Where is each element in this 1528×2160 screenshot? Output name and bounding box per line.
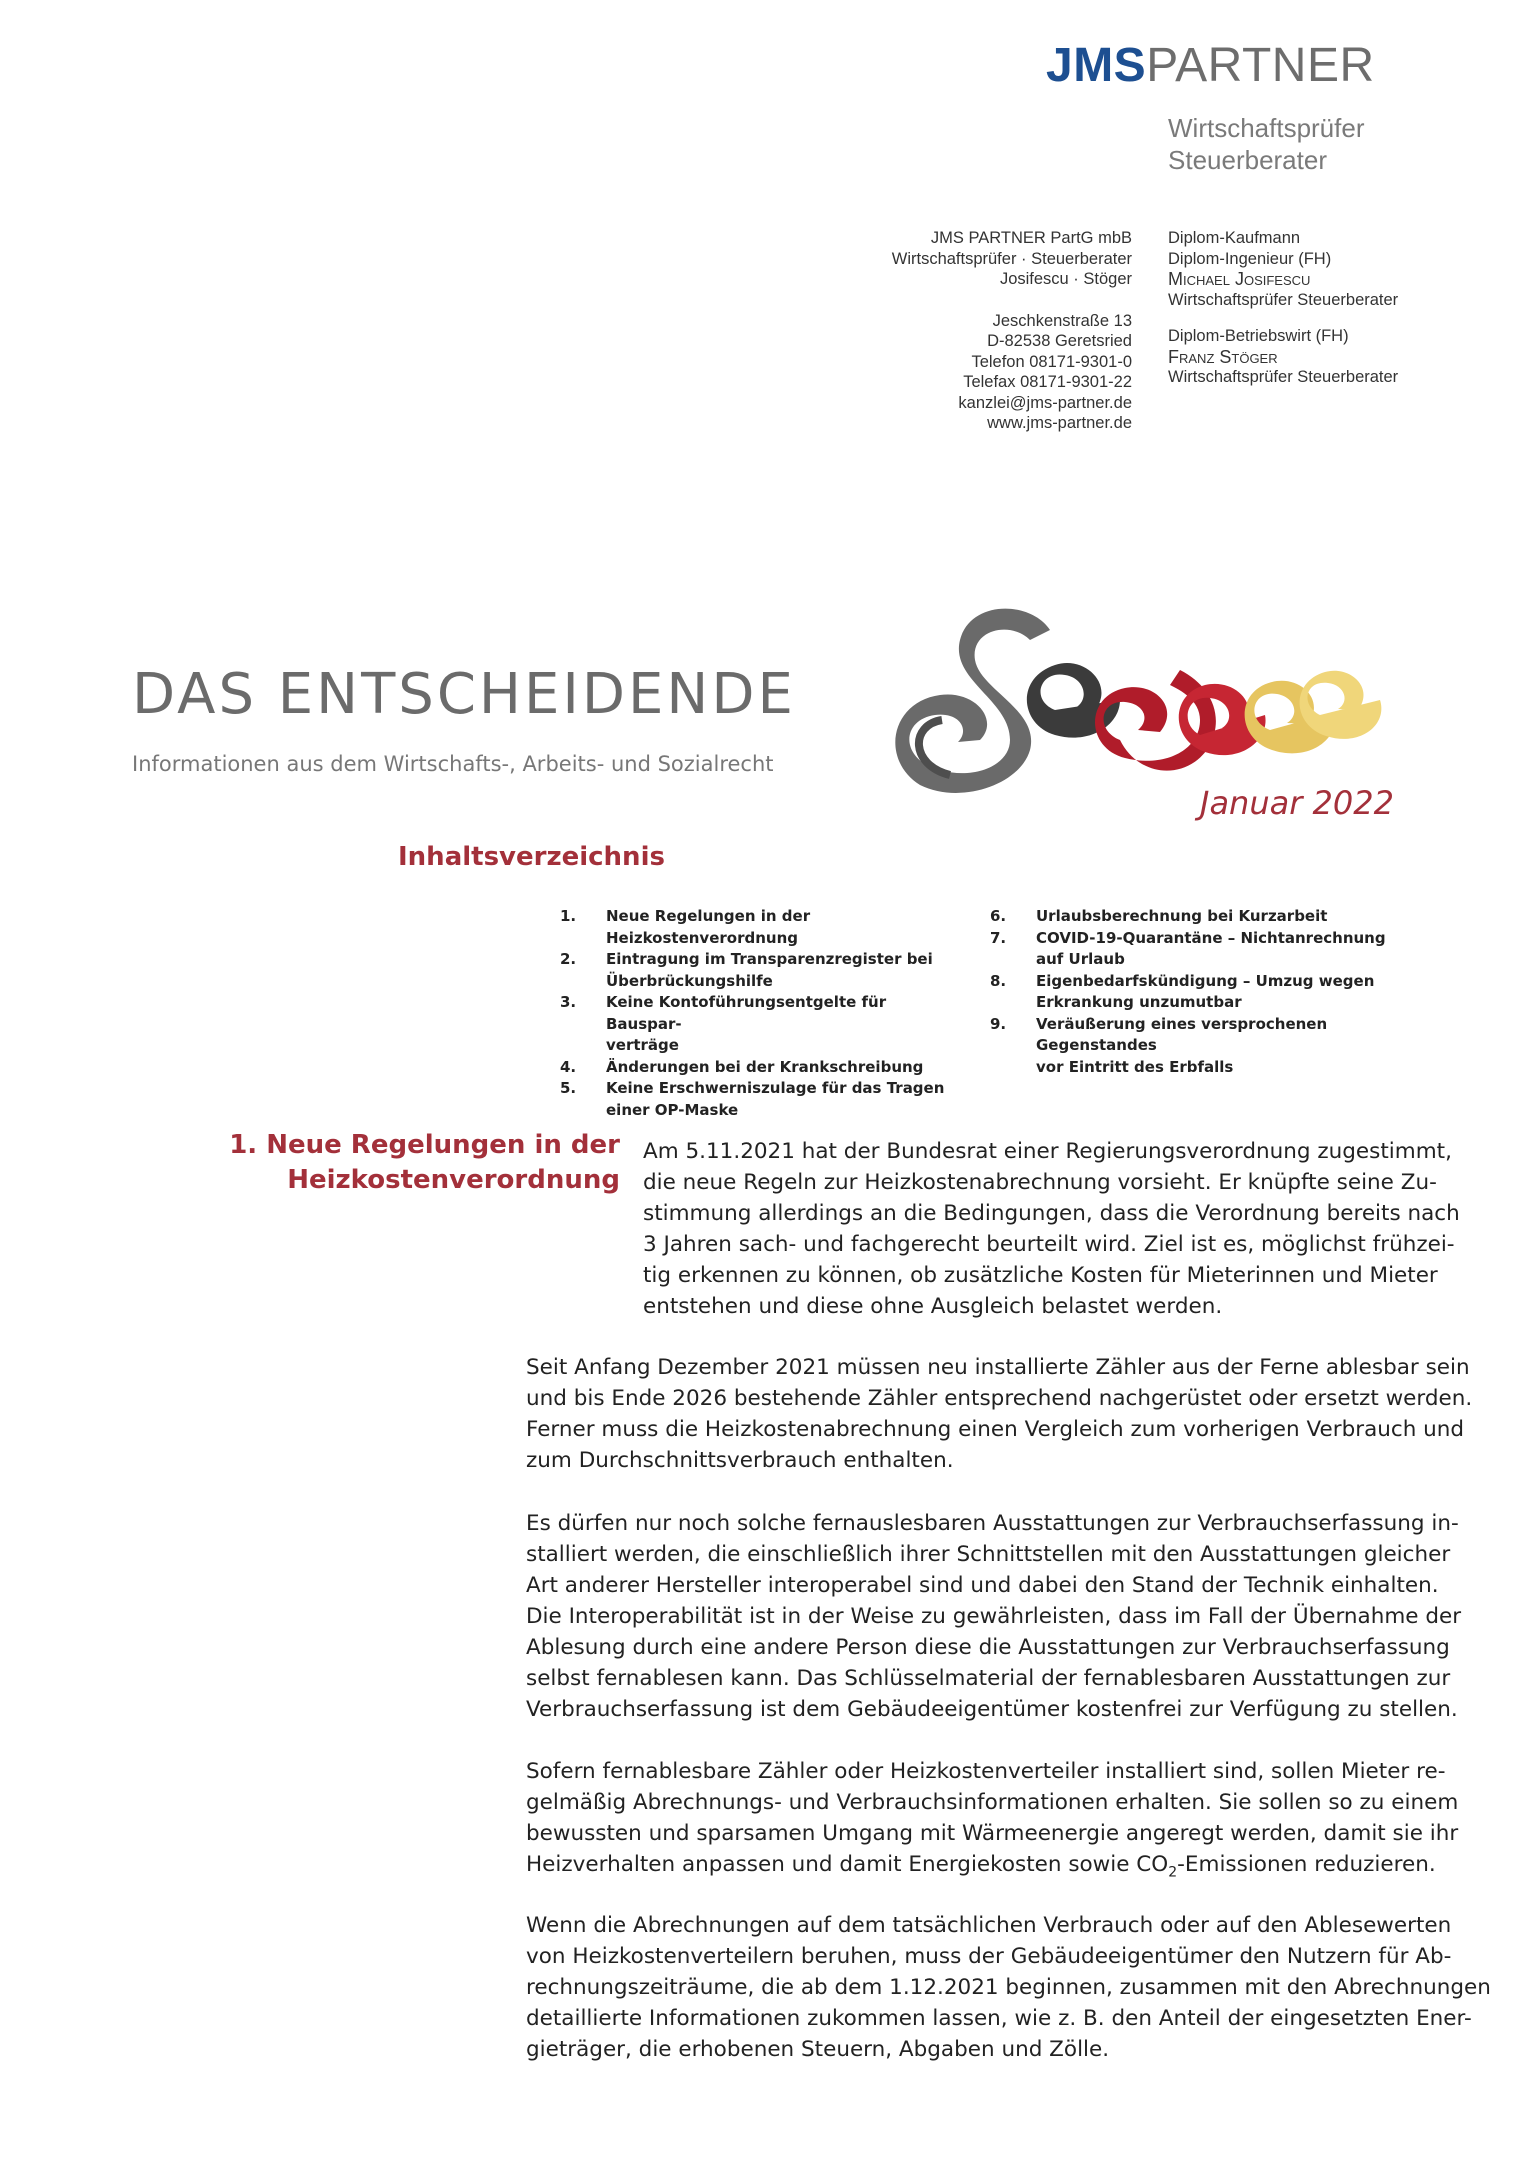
partner1-title: Wirtschaftsprüfer Steuerberater: [1168, 290, 1399, 309]
paragraph-3: Es dürfen nur noch solche fernauslesbaren Ausstattungen zur Verbrauchserfassung in- stalliert werden, die einschließlich ihrer Schnittstellen mit den Ausstattungen gleicher Art anderer Hersteller interoperabel sind und dabei den Stand der Technik einhalten. Die Interoperabilität ist in der Weise zu gewährleisten, dass im Fall der Übernahme der Ablesung durch eine andere Person diese die Ausstattungen zur Verbrauchserfassung selbst fernablesen kann. Das Schlüsselmaterial der fernablesbaren Ausstattungen zur Verbrauchserfassung ist dem Gebäudeeigentümer kostenfrei zur Verfügung zu stellen.: [526, 1511, 1462, 1722]
toc-item[interactable]: 1. Neue Regelungen in der Heizkostenverordnung: [560, 907, 811, 947]
email-link[interactable]: kanzlei@jms-partner.de: [958, 393, 1132, 412]
toc-item[interactable]: 3. Keine Kontoführungsentgelte für Bauspar- verträge: [560, 993, 887, 1054]
paragraph-symbols-illustration: [880, 590, 1390, 800]
paragraph-5: Wenn die Abrechnungen auf dem tatsächlichen Verbrauch oder auf den Ablesewerten von Heizkostenverteilern beruhen, muss der Gebäudeeigentümer den Nutzern für Ab- rechnungszeiträume, die ab dem 1.12.2021 beginnen, zusammen mit den Abrechnungen detaillierte Informationen zukommen lassen, wie z. B. den Anteil der eingesetzten Ener- gieträger, die erhobenen Steuern, Abgaben und Zölle.: [526, 1913, 1491, 2062]
issue-date: Januar 2022: [1200, 784, 1394, 822]
paragraph-4: Sofern fernablesbare Zähler oder Heizkostenverteiler installiert sind, sollen Mieter re- gelmäßig Abrechnungs- und Verbrauchsinformationen erhalten. Sie sollen so zu einem bewussten und sparsamen Umgang mit Wärmeenergie angeregt werden, damit sie ihr Heizverhalten anpassen und damit Energiekosten sowie $CO_2$-Emissionen reduzieren.: [526, 1759, 1459, 1881]
toc-item[interactable]: 5. Keine Erschwerniszulage für das Tragen einer OP-Maske: [560, 1079, 945, 1119]
toc-heading: Inhaltsverzeichnis: [398, 842, 665, 872]
address-block: [820, 228, 1132, 434]
paragraph-2: Seit Anfang Dezember 2021 müssen neu installierte Zähler aus der Ferne ablesbar sein und bis Ende 2026 bestehende Zähler entsprechend nachgerüstet oder ersetzt werden. Ferner muss die Heizkostenabrechnung einen Vergleich zum vorherigen Verbrauch und zum Durchschnittsverbrauch enthalten.: [526, 1355, 1473, 1473]
partner2-name: Franz Stöger: [1168, 346, 1278, 367]
section-heading: 1. Neue Regelungen in der Heizkostenverordnung: [229, 1130, 620, 1195]
partner1-degree1: Diplom-Kaufmann: [1168, 229, 1301, 247]
paragraph-symbol-red: [1095, 670, 1266, 771]
partner2-degree: Diplom-Betriebswirt (FH): [1168, 327, 1349, 345]
toc-item[interactable]: 6. Urlaubsberechnung bei Kurzarbeit: [990, 907, 1328, 925]
logo-jms: JMS: [1046, 39, 1147, 92]
partner1-degree2: Diplom-Ingenieur (FH): [1168, 249, 1332, 268]
partner1-name: Michael Josifescu: [1168, 269, 1311, 289]
firm-name: JMS PARTNER PartG mbB: [930, 229, 1132, 247]
toc-column-2: [990, 906, 1410, 1078]
toc-item[interactable]: 7. COVID-19-Quarantäne – Nichtanrechnung auf Urlaub: [990, 928, 1386, 968]
partners-block: [1168, 228, 1508, 388]
firm-description: Wirtschaftsprüfer · Steuerberater: [891, 249, 1132, 268]
website-link[interactable]: www.jms-partner.de: [987, 414, 1132, 432]
fax: Telefax 08171-9301-22: [963, 373, 1132, 391]
partner2-title: Wirtschaftsprüfer Steuerberater: [1168, 368, 1399, 386]
toc-column-1: [560, 906, 960, 1121]
toc-item[interactable]: 8. Eigenbedarfskündigung – Umzug wegen Erkrankung unzumutbar: [990, 971, 1375, 1011]
logo-subtitle: [1168, 112, 1365, 176]
phone: Telefon 08171-9301-0: [971, 352, 1132, 371]
logo-partner: PARTNER: [1146, 39, 1375, 92]
logo-line-1: Wirtschaftsprüfer: [1168, 113, 1365, 143]
toc-item[interactable]: 9. Veräußerung eines versprochenen Gegenstandes vor Eintritt des Erbfalls: [990, 1014, 1328, 1076]
street: Jeschkenstraße 13: [992, 311, 1132, 330]
paragraph-symbol-gray: [895, 609, 1050, 793]
firm-partners: Josifescu · Stöger: [999, 270, 1132, 288]
paragraph-symbol-gold: [1245, 671, 1382, 754]
toc-item[interactable]: 4. Änderungen bei der Krankschreibung: [560, 1057, 924, 1076]
newsletter-title: DAS ENTSCHEIDENDE: [132, 662, 796, 727]
company-logo: [1046, 39, 1375, 92]
newsletter-subtitle: Informationen aus dem Wirtschafts-, Arbeits- und Sozialrecht: [132, 752, 774, 776]
city: D-82538 Geretsried: [987, 332, 1132, 350]
paragraph-1: Am 5.11.2021 hat der Bundesrat einer Regierungsverordnung zugestimmt, die neue Regeln zur Heizkostenabrechnung vorsieht. Er knüpfte seine Zu- stimmung allerdings an die Bedingungen, dass die Verordnung bereits nach 3 Jahren sach- und fachgerecht beurteilt wird. Ziel ist es, möglichst frühzei- tig erkennen zu können, ob zusätzliche Kosten für Mieterinnen und Mieter entstehen und diese ohne Ausgleich belastet werden.: [643, 1139, 1460, 1319]
logo-line-2: Steuerberater: [1168, 145, 1327, 175]
toc-item[interactable]: 2. Eintragung im Transparenzregister bei Überbrückungshilfe: [560, 950, 933, 990]
